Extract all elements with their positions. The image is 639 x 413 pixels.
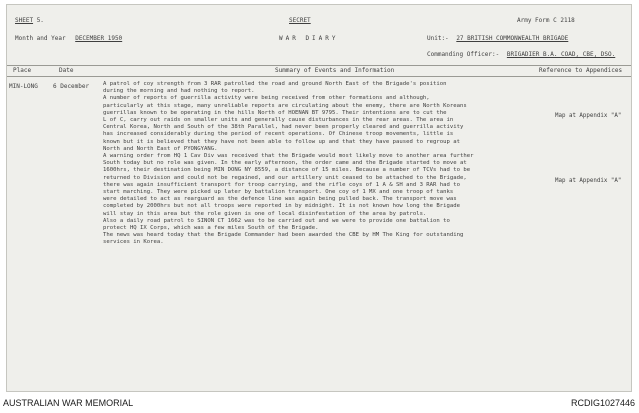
summary-line: 1600hrs, their destination being MIN DONG NY 8559, a distance of 15 miles. Because a number of TCVs had to be bbox=[103, 167, 471, 174]
summary-line: services in Korea. bbox=[103, 239, 164, 246]
footer-record-id: RCDIG1027446 bbox=[570, 398, 635, 408]
summary-line: has increased considerably during the period of recent operations. Of Chinese troop movements, little is bbox=[103, 131, 454, 138]
summary-line: particularly at this stage, many unreliable reports are circulating about the enemy, there are North Koreans bbox=[103, 102, 467, 109]
summary-line: South today but no role was given. In the early afternoon, the order came and the Brigade started to move at bbox=[103, 160, 467, 167]
header-rule-bottom bbox=[7, 76, 632, 77]
appendix-reference: Map at Appendix "A" bbox=[555, 178, 622, 184]
summary-line: The news was heard today that the Brigade Commander had been awarded the CBE by HM The King for outstanding bbox=[103, 232, 464, 239]
month-value: DECEMBER 1950 bbox=[75, 35, 123, 42]
unit-label: Unit:- bbox=[427, 35, 449, 42]
summary-line: A warning order from HQ 1 Cav Div was received that the Brigade would most likely move to another area further bbox=[103, 153, 474, 160]
column-summary: Summary of Events and Information bbox=[275, 67, 395, 74]
summary-line: Central Korea, North and South of the 38th Parallel, had never been properly cleared and guerrilla activity bbox=[103, 124, 464, 131]
summary-line: A number of reports of guerrilla activity were being received from other formations and although, bbox=[103, 95, 430, 102]
summary-line: there was again insufficient transport for troop carrying, and the rifle coys of 1 A & SH and 3 RAR had to bbox=[103, 181, 460, 188]
form-number: Army Form C 2118 bbox=[517, 17, 575, 24]
document-title: WAR DIARY bbox=[279, 35, 339, 42]
column-place: Place bbox=[13, 67, 32, 74]
summary-line: L of C, carry out raids on smaller units and generally cause disturbances in the rear areas. The area in bbox=[103, 117, 454, 124]
entry-date: 6 December bbox=[53, 83, 90, 90]
unit bbox=[427, 35, 568, 42]
summary-line: A patrol of coy strength from 3 RAR patrolled the road and ground North East of the Brigade's position bbox=[103, 81, 447, 87]
summary-line: protect HQ IX Corps, which was a few miles South of the Brigade. bbox=[103, 225, 319, 232]
summary-line: during the morning and had nothing to report. bbox=[103, 88, 255, 95]
column-date: Date bbox=[59, 67, 74, 74]
appendix-reference: Map at Appendix "A" bbox=[555, 113, 622, 119]
sheet-value: 5. bbox=[36, 17, 44, 24]
summary-line: guerrillas known to be operating in the hills North of HOENAN BT 9795. Their intentions are to cut the bbox=[103, 109, 447, 116]
summary-line: will stay in this area but the role given is one of local disinfestation of the area by patrols. bbox=[103, 210, 427, 217]
officer-value: BRIGADIER B.A. COAD, CBE, DSO. bbox=[506, 51, 616, 58]
sheet-number bbox=[15, 17, 44, 24]
summary-line: known but it is believed that they have not been able to follow up and that they have paused to regroup at bbox=[103, 138, 460, 145]
summary-line: completed by 2000hrs but not all troops were reported in by midnight. It is not known how long the Brigade bbox=[103, 203, 460, 210]
header-rule-top bbox=[7, 65, 632, 66]
entry-summary bbox=[103, 81, 548, 247]
commanding-officer bbox=[427, 51, 615, 58]
unit-value: 27 BRITISH COMMONWEALTH BRIGADE bbox=[456, 35, 569, 42]
entry-place: MIN-LONG bbox=[9, 83, 38, 90]
month-label: Month and Year bbox=[15, 35, 66, 42]
summary-line: start marching. They were picked up later by battalion transport. One coy of 1 MX and one troop of tanks bbox=[103, 189, 454, 196]
summary-line: North and North East of PYONGYANG. bbox=[103, 145, 218, 152]
classification: SECRET bbox=[289, 17, 311, 24]
sheet-label: SHEET bbox=[15, 17, 34, 24]
month-year bbox=[15, 35, 122, 42]
summary-line: returned to Division and could not be regained, and our artillery unit ceased to be attached to the Brigade, bbox=[103, 174, 467, 181]
summary-line: Also a daily road patrol to SINON CT 1662 was to be carried out and we were to provide one battalion to bbox=[103, 217, 450, 224]
column-reference: Reference to Appendices bbox=[539, 67, 623, 74]
officer-label: Commanding Officer:- bbox=[427, 51, 500, 58]
footer-source: AUSTRALIAN WAR MEMORIAL bbox=[3, 398, 134, 408]
war-diary-sheet bbox=[6, 4, 632, 392]
summary-line: were detailed to act as rearguard as the defence line was again being pulled back. The transport move was bbox=[103, 196, 457, 203]
